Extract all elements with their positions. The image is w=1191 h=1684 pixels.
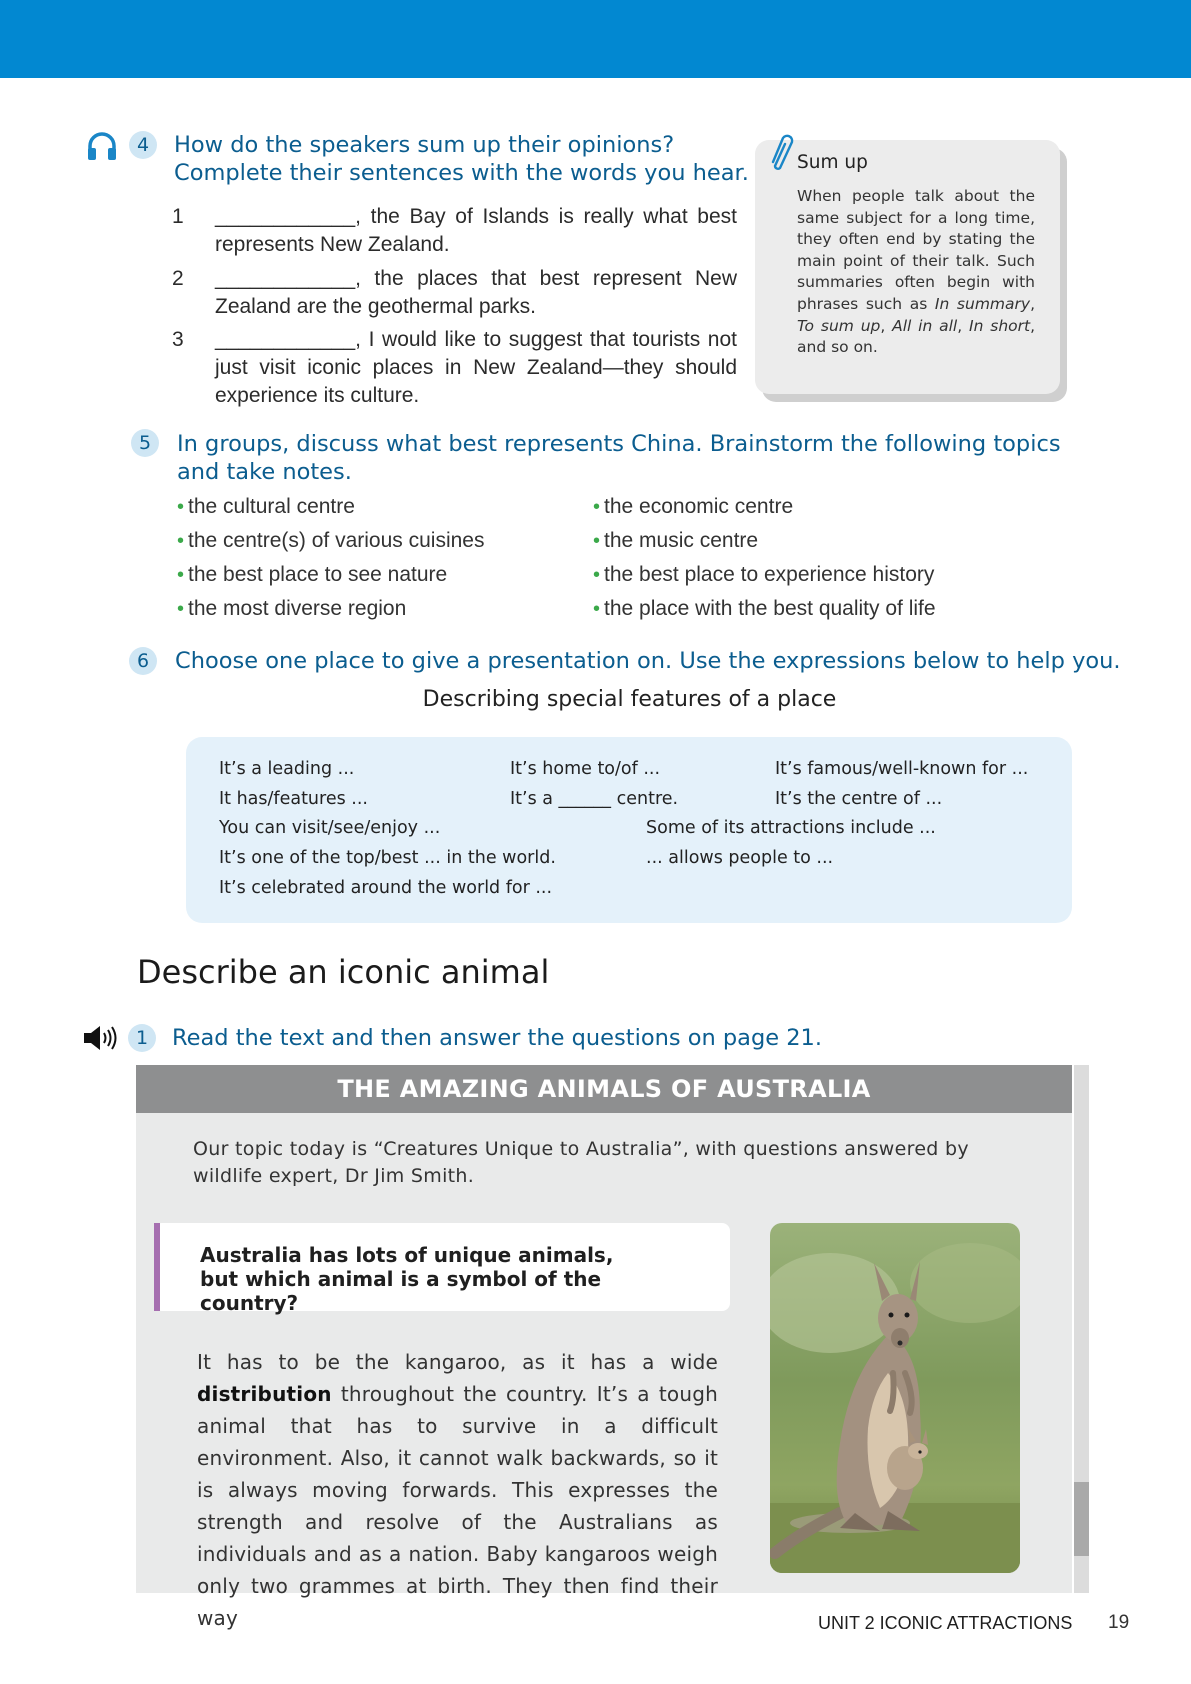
- bullet-dot: •: [593, 496, 601, 518]
- question-text[interactable]: ____________, I would like to suggest that tourists not just visit iconic places in New Zealand—they should experience its culture.: [215, 328, 737, 407]
- topic-music-centre: [593, 528, 758, 554]
- expression-item: You can visit/see/enjoy ...: [219, 818, 441, 838]
- paperclip-icon: [765, 132, 795, 172]
- task6-heading: Choose one place to give a presentation on. Use the expressions below to help you.: [175, 648, 1121, 674]
- phrase-all-in-all: All in all: [892, 316, 958, 335]
- headphones-icon[interactable]: [86, 131, 118, 161]
- expressions-heading: Describing special features of a place: [422, 687, 837, 712]
- task4-heading-line1: How do the speakers sum up their opinions?: [174, 132, 675, 158]
- sum-up-body: When people talk about the same subject for a long time, they often end by stating the main point of their talk. Such summaries often begin with phrases such as: [797, 187, 1035, 313]
- reading-intro: Our topic today is “Creatures Unique to Australia”, with questions answered by wildlife expert, Dr Jim Smith.: [193, 1138, 969, 1187]
- phrase-in-short: In short: [969, 316, 1031, 335]
- phrase-to-sum-up: To sum up: [797, 316, 881, 335]
- topic-nature: [177, 562, 447, 588]
- topic-diverse-region: [177, 596, 406, 622]
- answer-text-rest: throughout the country. It’s a tough animal that has to survive in a difficult environment. Also, it cannot walk backwards, so it is always moving forwards. This expresses the strength and resolve of the Australians as individuals and as a nation. Baby kangaroos weigh only two grammes at birth. They then find their way: [197, 1382, 718, 1630]
- reading-title: THE AMAZING ANIMALS OF AUSTRALIA: [136, 1065, 1072, 1113]
- question-number: 2: [172, 267, 184, 290]
- sum-up-tip-card: [755, 140, 1067, 402]
- phrase-in-summary: In summary: [934, 294, 1031, 313]
- topic-label: the centre(s) of various cuisines: [188, 529, 485, 552]
- topic-label: the place with the best quality of life: [604, 597, 936, 620]
- topic-history: [593, 562, 934, 588]
- topic-label: the most diverse region: [188, 597, 407, 620]
- audio-speaker-icon[interactable]: [82, 1025, 118, 1051]
- task-number-6: 6: [129, 647, 157, 675]
- answer-text-start: It has to be the kangaroo, as it has a wide: [197, 1350, 718, 1374]
- bullet-dot: •: [593, 530, 601, 552]
- sum-up-end: and so on.: [797, 338, 878, 357]
- expression-item: Some of its attractions include ...: [646, 818, 936, 838]
- section-title: Describe an iconic animal: [137, 953, 550, 991]
- task-number-1: 1: [128, 1024, 156, 1052]
- expression-item: It’s the centre of ...: [775, 789, 943, 809]
- bullet-dot: •: [177, 598, 185, 620]
- expression-item: It’s home to/of ...: [510, 759, 661, 779]
- interview-question-line1: Australia has lots of unique animals,: [200, 1243, 614, 1267]
- task5-heading-line2: and take notes.: [177, 459, 352, 485]
- expression-item: It’s famous/well-known for ...: [775, 759, 1029, 779]
- expression-item: It has/features ...: [219, 789, 368, 809]
- question-number: 3: [172, 328, 184, 351]
- vocab-distribution[interactable]: distribution: [197, 1382, 332, 1406]
- task-number-5: 5: [131, 429, 159, 457]
- task5-heading: [177, 430, 1061, 486]
- topic-label: the best place to see nature: [188, 563, 448, 586]
- kangaroo-illustration: [770, 1223, 1020, 1573]
- topic-label: the best place to experience history: [604, 563, 935, 586]
- topic-label: the cultural centre: [188, 495, 355, 518]
- topic-label: the economic centre: [604, 495, 794, 518]
- topic-economic-centre: [593, 494, 793, 520]
- bullet-dot: •: [177, 530, 185, 552]
- footer-unit-label: UNIT 2 ICONIC ATTRACTIONS: [818, 1613, 1073, 1633]
- interview-question: [200, 1243, 700, 1315]
- bullet-dot: •: [593, 598, 601, 620]
- expression-item: It’s celebrated around the world for ...: [219, 878, 553, 898]
- bullet-dot: •: [177, 496, 185, 518]
- topic-cuisines: [177, 528, 484, 554]
- expression-item: It’s one of the top/best ... in the world.: [219, 848, 556, 868]
- topic-cultural-centre: [177, 494, 355, 520]
- topic-label: the music centre: [604, 529, 759, 552]
- interview-answer: [197, 1346, 718, 1634]
- expression-item: It’s a ______ centre.: [510, 789, 679, 809]
- sum-up-title: Sum up: [797, 152, 868, 173]
- expression-item: It’s a leading ...: [219, 759, 355, 779]
- header-band: [0, 0, 1191, 78]
- expression-item: ... allows people to ...: [646, 848, 834, 868]
- question-number: 1: [172, 205, 184, 228]
- topic-quality-of-life: [593, 596, 936, 622]
- task4-heading: [174, 131, 749, 187]
- task-number-4: 4: [129, 131, 157, 159]
- kangaroo-photo: [770, 1223, 1020, 1573]
- question-accent-bar: [154, 1223, 160, 1311]
- bullet-dot: •: [177, 564, 185, 586]
- task1-heading: Read the text and then answer the questions on page 21.: [172, 1025, 823, 1051]
- bullet-dot: •: [593, 564, 601, 586]
- task5-heading-line1: In groups, discuss what best represents China. Brainstorm the following topics: [177, 431, 1061, 457]
- task4-heading-line2: Complete their sentences with the words you hear.: [174, 160, 749, 186]
- question-text[interactable]: ____________, the Bay of Islands is really what best represents New Zealand.: [215, 205, 737, 256]
- question-text[interactable]: ____________, the places that best represent New Zealand are the geothermal parks.: [215, 267, 737, 318]
- sum-up-text: When people talk about the same subject for a long time, they often end by stating the main point of their talk. Such summaries often begin with phrases such as In summary, To sum up, All in all, In short, and so on.: [797, 187, 1036, 357]
- interview-question-line2: but which animal is a symbol of the country?: [200, 1267, 602, 1315]
- scrollbar-thumb[interactable]: [1074, 1482, 1089, 1556]
- page-number: 19: [1108, 1612, 1130, 1633]
